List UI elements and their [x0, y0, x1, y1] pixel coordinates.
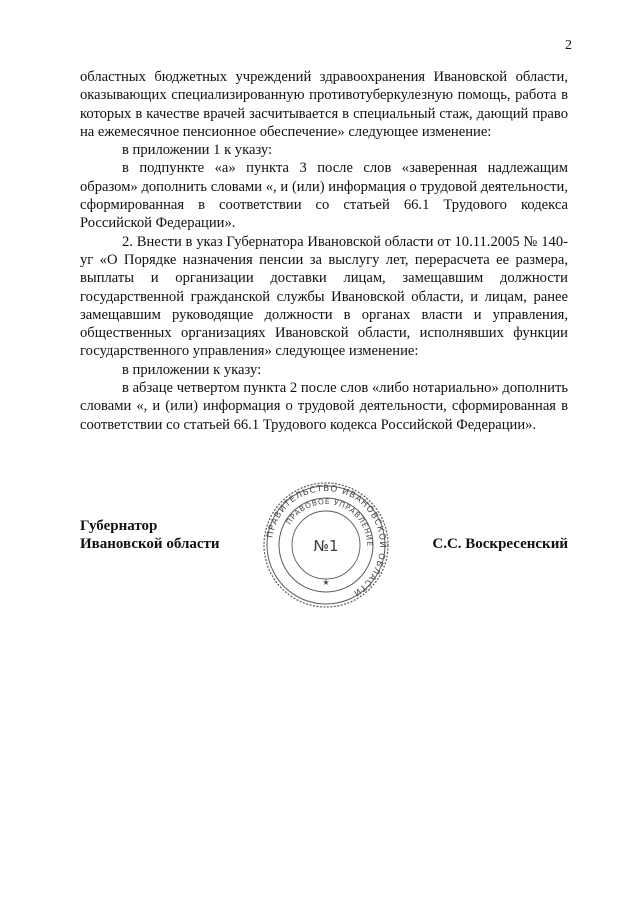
- stamp-inner-text: ПРАВОВОЕ УПРАВЛЕНИЕ: [284, 496, 375, 547]
- signature-title-line2: Ивановской области: [80, 536, 220, 552]
- document-body: [80, 68, 568, 434]
- page-number: 2: [565, 38, 572, 53]
- paragraph-5: в приложении к указу:: [122, 361, 262, 378]
- stamp-star-icon: ★: [322, 578, 330, 587]
- paragraph-6: в абзаце четвертом пункта 2 после слов «либо нотариально» дополнить словами «, и (или) информация о трудовой деятельности, сформированная в соответствии со статьей 66.1 Трудового кодекса Российской Федерации».: [80, 380, 568, 433]
- paragraph-4: 2. Внести в указ Губернатора Ивановской области от 10.11.2005 № 140-уг «О Порядке назначения пенсии за выслугу лет, перерасчета ее размера, выплаты и организации доставки лицам, замещавшим должности государственной гражданской службы Ивановской области, и лицам, ранее замещавшим руководящие должности в органах власти и управления, общественных организациях Ивановской области, исполнявших функции государственного управления» следующее изменение:: [80, 233, 568, 360]
- paragraph-2: в приложении 1 к указу:: [122, 142, 273, 159]
- paragraph-1: областных бюджетных учреждений здравоохранения Ивановской области, оказывающих специализированную противотуберкулезную помощь, работа в которых в качестве врачей засчитывается в специальный стаж, дающий право на ежемесячное пенсионное обеспечение» следующее изменение:: [80, 69, 568, 140]
- signature-title-line1: Губернатор: [80, 518, 158, 534]
- signature-name: С.С. Воскресенский: [432, 536, 568, 552]
- stamp-outer-text: ПРАВИТЕЛЬСТВО ИВАНОВСКОЙ ОБЛАСТИ: [265, 483, 388, 599]
- official-seal-stamp: [262, 481, 390, 609]
- stamp-number: №1: [313, 537, 339, 555]
- signature-title: [80, 517, 220, 553]
- paragraph-3: в подпункте «а» пункта 3 после слов «заверенная надлежащим образом» дополнить словами «, и (или) информация о трудовой деятельности, сформированная в соответствии со статьей 66.1 Трудового кодекса Российской Федерации».: [80, 160, 568, 232]
